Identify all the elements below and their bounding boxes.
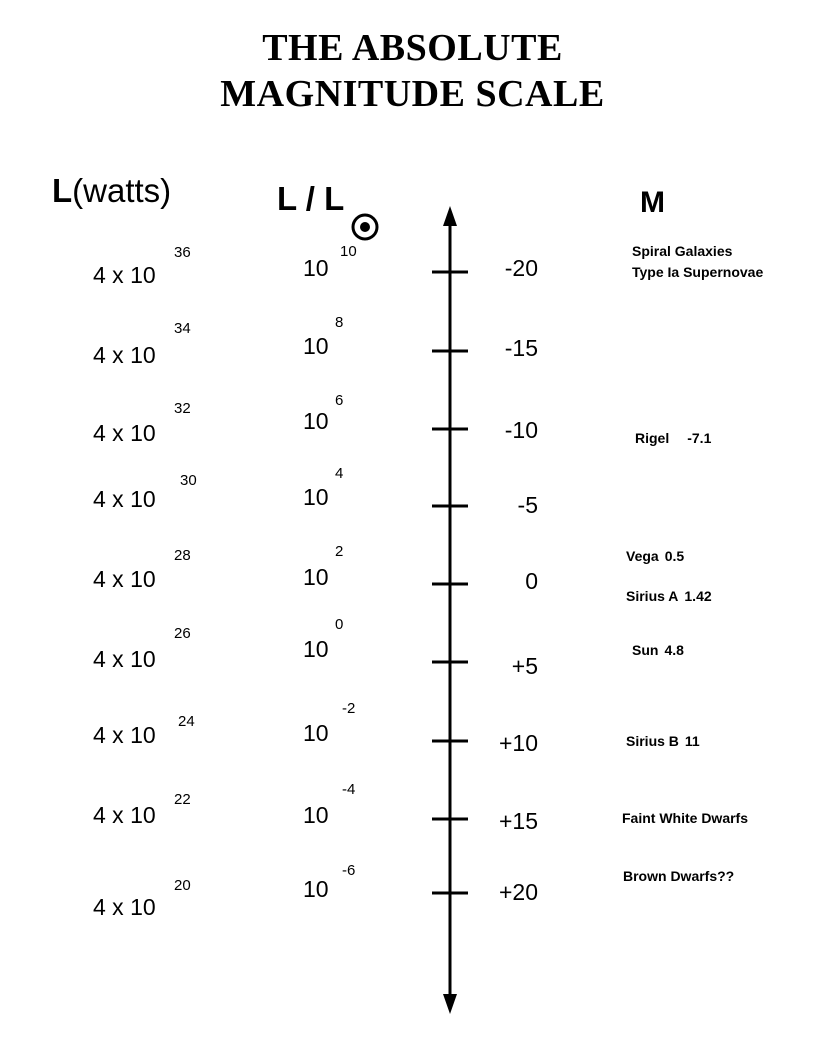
object-name: Sun [632, 642, 659, 658]
object-name: Type Ia Supernovae [632, 264, 764, 280]
luminosity-watts-exponent: 26 [174, 625, 191, 642]
solar-luminosity-exponent: 0 [335, 616, 344, 633]
luminosity-watts-exponent: 24 [178, 713, 195, 730]
magnitude-tick-label: +15 [498, 808, 538, 834]
solar-luminosity-exponent: 10 [340, 243, 357, 260]
object-label [626, 733, 700, 749]
luminosity-watts-exponent: 30 [180, 472, 197, 489]
solar-luminosity-value: 10 [303, 564, 329, 590]
object-magnitude: 0.5 [664, 548, 685, 564]
object-label [632, 642, 684, 658]
solar-luminosity-value: 10 [303, 255, 329, 281]
solar-luminosity-exponent: -4 [342, 781, 356, 798]
object-magnitude: 1.42 [684, 588, 712, 604]
luminosity-watts-value: 4 x 10 [93, 486, 156, 512]
solar-luminosity-exponent: -2 [342, 700, 356, 717]
object-magnitude: -7.1 [687, 430, 712, 446]
object-label [626, 548, 684, 564]
solar-luminosity-value: 10 [303, 802, 329, 828]
luminosity-watts-exponent: 20 [174, 877, 191, 894]
object-magnitude: 11 [684, 733, 700, 749]
magnitude-tick-label: -20 [504, 255, 538, 281]
luminosity-watts-value: 4 x 10 [93, 420, 156, 446]
luminosity-watts-exponent: 32 [174, 400, 191, 417]
object-name: Sirius B [626, 733, 679, 749]
object-label [626, 588, 712, 604]
solar-luminosity-value: 10 [303, 636, 329, 662]
solar-luminosity-value: 10 [303, 876, 329, 902]
luminosity-watts-value: 4 x 10 [93, 802, 156, 828]
luminosity-watts-value: 4 x 10 [93, 342, 156, 368]
object-name: Vega [626, 548, 659, 564]
object-label [632, 264, 763, 280]
object-label [622, 810, 748, 826]
solar-luminosity-exponent: 8 [335, 314, 344, 331]
solar-luminosity-exponent: 2 [335, 543, 344, 560]
axis-arrow-up [443, 206, 457, 226]
solar-luminosity-exponent: 6 [335, 392, 344, 409]
object-name: Faint White Dwarfs [622, 810, 749, 826]
object-label [635, 430, 711, 446]
axis-arrow-down [443, 994, 457, 1014]
object-name: Rigel [635, 430, 670, 446]
solar-luminosity-header: L / L [277, 180, 345, 217]
object-name: Spiral Galaxies [632, 243, 733, 259]
magnitude-tick-label: -15 [504, 335, 538, 361]
object-label [632, 243, 732, 259]
luminosity-watts-value: 4 x 10 [93, 894, 156, 920]
luminosity-symbol: L [52, 172, 73, 209]
solar-luminosity-exponent: -6 [342, 862, 356, 879]
magnitude-tick-label: -10 [504, 417, 538, 443]
luminosity-watts-value: 4 x 10 [93, 722, 156, 748]
luminosity-watts-value: 4 x 10 [93, 646, 156, 672]
magnitude-header: M [640, 186, 665, 219]
solar-luminosity-value: 10 [303, 333, 329, 359]
object-name: Sirius A [626, 588, 679, 604]
object-name: Brown Dwarfs?? [623, 868, 735, 884]
luminosity-watts-value: 4 x 10 [93, 262, 156, 288]
magnitude-tick-label: 0 [525, 568, 538, 594]
luminosity-watts-exponent: 22 [174, 791, 191, 808]
solar-luminosity-value: 10 [303, 408, 329, 434]
title-line-2: MAGNITUDE SCALE [220, 73, 605, 115]
solar-luminosity-exponent: 4 [335, 465, 344, 482]
title-line-1: THE ABSOLUTE [262, 27, 563, 69]
magnitude-tick-label: +5 [511, 653, 538, 679]
magnitude-tick-label: +10 [498, 730, 538, 756]
luminosity-watts-exponent: 36 [174, 244, 191, 261]
luminosity-watts-exponent: 28 [174, 547, 191, 564]
watts-unit: (watts) [72, 172, 172, 209]
object-label [623, 868, 734, 884]
luminosity-watts-value: 4 x 10 [93, 566, 156, 592]
luminosity-watts-exponent: 34 [174, 320, 191, 337]
solar-luminosity-value: 10 [303, 720, 329, 746]
magnitude-tick-label: +20 [498, 879, 538, 905]
solar-luminosity-value: 10 [303, 484, 329, 510]
magnitude-tick-label: -5 [517, 492, 538, 518]
object-magnitude: 4.8 [664, 642, 684, 658]
